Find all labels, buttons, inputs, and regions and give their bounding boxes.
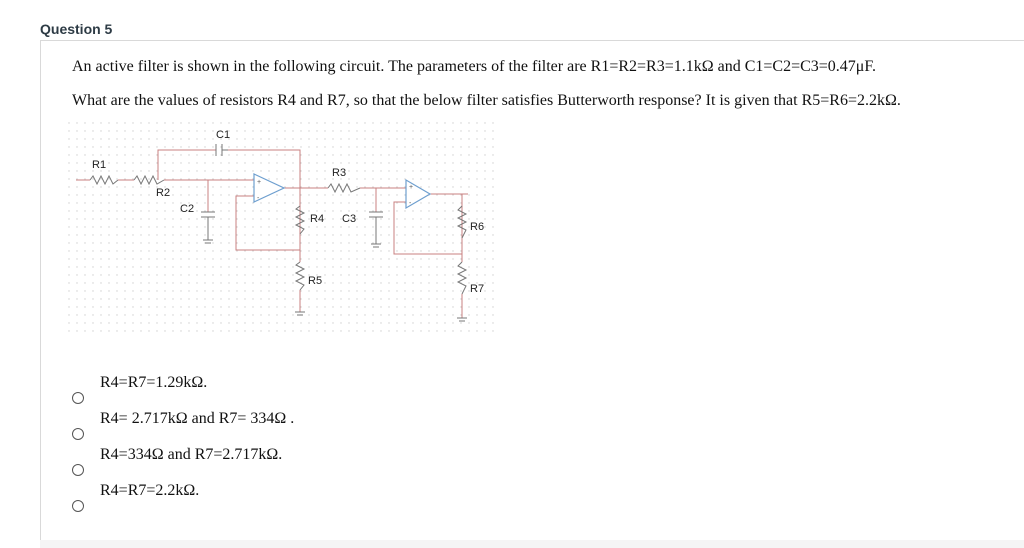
svg-text:-: - — [409, 200, 412, 207]
question-text-line-2: What are the values of resistors R4 and R7, so that the below filter satisfies Butterworth response? It is given that R5=R6=2.2kΩ. — [72, 92, 901, 109]
answer-label: R4=334Ω and R7=2.717kΩ. — [100, 446, 283, 463]
label-r4: R4 — [310, 213, 325, 225]
svg-text:-: - — [257, 195, 260, 202]
label-r6: R6 — [470, 221, 485, 233]
answer-option[interactable] — [72, 374, 392, 404]
answer-option[interactable] — [72, 446, 392, 476]
content-left-border — [40, 40, 41, 548]
label-c2: C2 — [180, 203, 195, 215]
svg-text:+: + — [409, 184, 414, 191]
radio-button[interactable] — [72, 428, 84, 440]
radio-button[interactable] — [72, 464, 84, 476]
circuit-diagram — [68, 122, 500, 332]
radio-button[interactable] — [72, 392, 84, 404]
answer-option[interactable] — [72, 482, 392, 512]
answer-option[interactable] — [72, 410, 392, 440]
svg-text:+: + — [257, 179, 262, 186]
label-c1: C1 — [216, 129, 231, 141]
question-title: Question 5 — [40, 21, 113, 37]
question-text-line-1: An active filter is shown in the following circuit. The parameters of the filter are R1=R2=R3=1.1kΩ and C1=C2=C3=0.47μF. — [72, 58, 876, 75]
label-c3: C3 — [342, 213, 357, 225]
radio-button[interactable] — [72, 500, 84, 512]
label-r7: R7 — [470, 283, 485, 295]
label-r2: R2 — [156, 187, 171, 199]
label-r5: R5 — [308, 275, 323, 287]
label-r3: R3 — [332, 167, 347, 179]
content-bottom-border — [40, 540, 1024, 548]
question-header — [40, 18, 1024, 41]
circuit-grid — [68, 122, 500, 332]
answer-label: R4= 2.717kΩ and R7= 334Ω . — [100, 410, 295, 427]
answer-label: R4=R7=1.29kΩ. — [100, 374, 208, 391]
label-r1: R1 — [92, 159, 107, 171]
answer-label: R4=R7=2.2kΩ. — [100, 482, 200, 499]
